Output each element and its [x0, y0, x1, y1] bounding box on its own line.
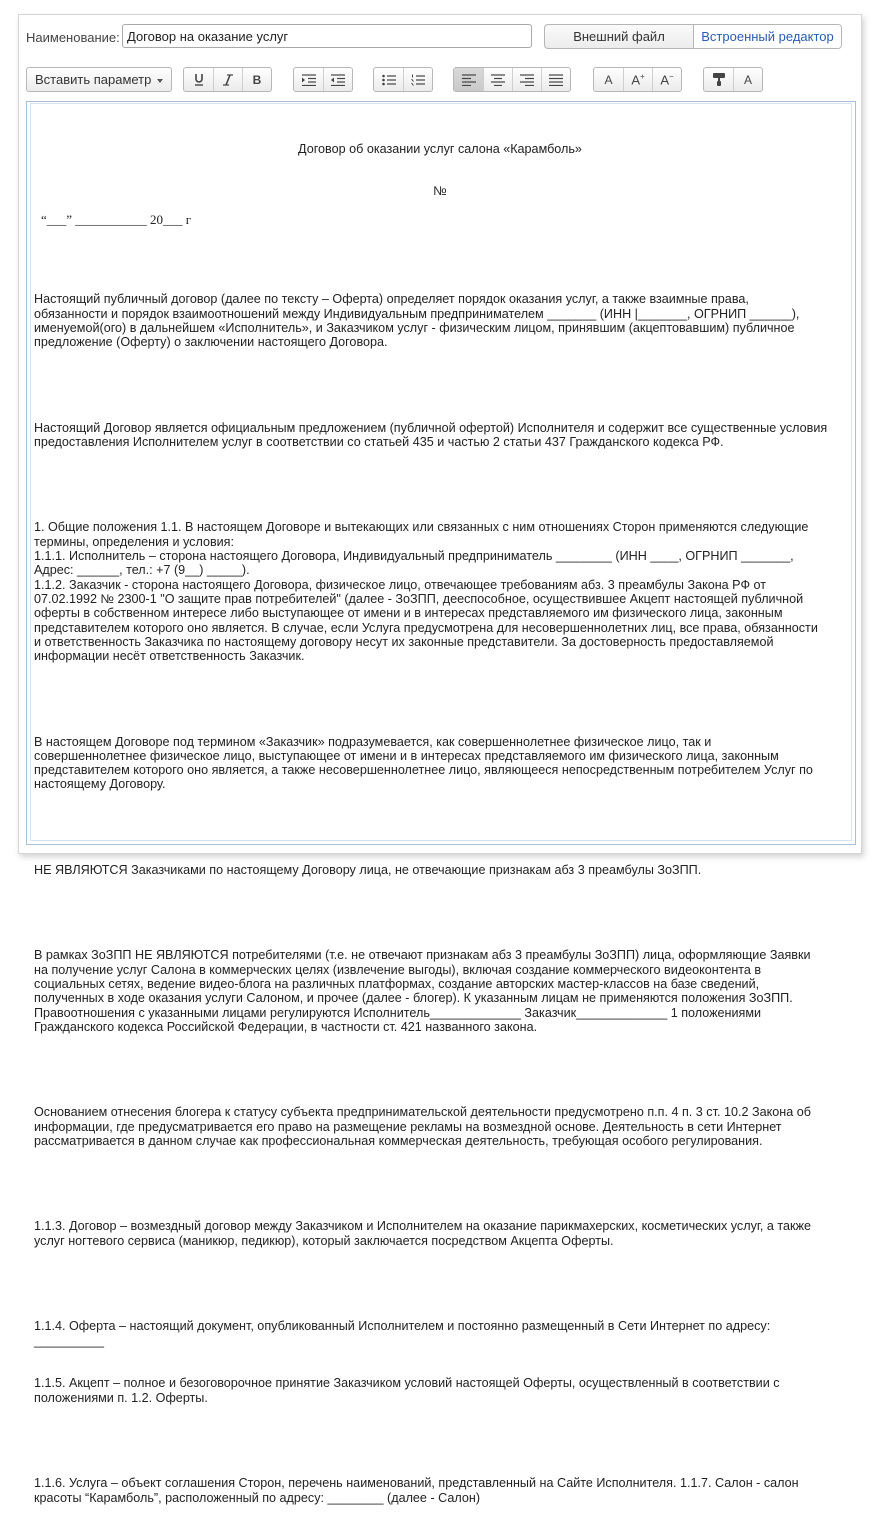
italic-button[interactable]: [213, 68, 242, 91]
document-date-line: “___” ___________ 20___ г: [41, 212, 192, 228]
paragraph: 1. Общие положения 1.1. В настоящем Договоре и вытекающих или связанных с ним отношениях Сторон применяются следующие термины, определения и условия: 1.1.1. Исполнитель – сторона настоящего Договора, Индивидуальный предприниматель ________ (ИНН ____, ОГРНИП _______, Адрес: ______, тел.: +7 (9__) _____). 1.1.2. Заказчик - сторона настоящего Договора, физическое лицо, отвечающее требованиям абз. 3 преамбулы Закона РФ от 07.02.1992 № 2300-1 "О защите прав потребителей" (далее - ЗоЗПП, дееспособное, осуществившее Акцепт настоящей публичной оферты в собственном интересе либо выступающее от имени и в интересах представляемого им физического лица, законным представителем которого оно является. В случае, если Услуга предусмотрена для несовершеннолетних лиц, все права, обязанности и ответственность Заказчика по настоящему договору несут их законные представители. За достоверность предоставляемой информации несёт ответственность Заказчик.: [34, 520, 818, 664]
align-left-button[interactable]: [454, 68, 483, 91]
chevron-down-icon: [157, 79, 163, 83]
indent-increase-button[interactable]: [294, 68, 323, 91]
font-background-button[interactable]: [733, 68, 762, 91]
paragraph: 1.1.3. Договор – возмездный договор между Заказчиком и Исполнителем на оказание парикмахерских, косметических услуг, а также услуг ногтевого сервиса (маникюр, педикюр), который заключается посредством Акцепта Оферты.: [34, 1219, 811, 1248]
font-decrease-button[interactable]: [652, 68, 681, 91]
insert-parameter-label: Вставить параметр: [35, 72, 152, 87]
font-increase-icon: A+: [631, 71, 645, 88]
document-editor[interactable]: [34, 113, 846, 1519]
align-center-icon: [491, 74, 505, 86]
paragraph: Основанием отнесения блогера к статусу субъекта предпринимательской деятельности предусмотрено п.п. 4 п. 3 ст. 10.2 Закона об информации, где предусматривается его право на размещение рекламы на возмездной основе. Деятельность в сети Интернет рассматривается в данном случае как профессиональная коммерческая деятельность, требующая особого регулирования.: [34, 1105, 811, 1148]
format-painter-icon: [713, 73, 725, 86]
font-increase-letter: A: [631, 72, 640, 88]
paragraph: Настоящий Договор является официальным предложением (публичной офертой) Исполнителя и содержит все существенные условия предоставления Исполнителем услуг в соответствии со статьей 435 и частью 2 статьи 437 Гражданского кодекса РФ.: [34, 420, 828, 449]
indent-decrease-icon: [331, 74, 345, 86]
text-style-group: [183, 67, 272, 92]
align-group: [453, 67, 571, 92]
font-size-group: [593, 67, 682, 92]
indent-increase-icon: [302, 74, 316, 86]
indent-decrease-button[interactable]: [323, 68, 352, 91]
underline-icon: [193, 73, 205, 86]
document-number-sign: №: [433, 184, 447, 199]
format-painter-button[interactable]: [704, 68, 733, 91]
font-decrease-letter: A: [660, 72, 669, 88]
format-group: [703, 67, 763, 92]
paragraph: НЕ ЯВЛЯЮТСЯ Заказчиками по настоящему Договору лица, не отвечающие признакам абз 3 преамбулы ЗоЗПП.: [34, 862, 702, 877]
font-color-icon: A: [604, 72, 613, 87]
insert-parameter-button[interactable]: [26, 67, 172, 92]
paragraph: 1.1.6. Услуга – объект соглашения Сторон, перечень наименований, представленный на Сайте Исполнителя. 1.1.7. Салон - салон красоты “Карамболь”, расположенный по адресу: ________ (далее - Салон): [34, 1476, 799, 1505]
bullet-list-button[interactable]: [374, 68, 403, 91]
name-label: Наименование:: [26, 30, 120, 45]
list-group: [373, 67, 433, 92]
paragraph: В настоящем Договоре под термином «Заказчик» подразумевается, как совершеннолетнее физическое лицо, так и совершеннолетнее физическое лицо, выступающее от имени и в интересах представляемого им физического лица, законным представителем которого оно является, а также несовершеннолетнее лицо, являющееся непосредственным потребителем Услуг по настоящему Договору.: [34, 734, 813, 792]
italic-icon: [223, 74, 233, 86]
font-color-button[interactable]: [594, 68, 623, 91]
bullet-list-icon: [382, 74, 396, 86]
font-increase-button[interactable]: [623, 68, 652, 91]
align-left-icon: [462, 74, 476, 86]
underline-button[interactable]: [184, 68, 213, 91]
font-decrease-icon: A−: [660, 71, 674, 88]
bold-icon: B: [252, 72, 262, 87]
indent-group: [293, 67, 353, 92]
embedded-editor-button[interactable]: Встроенный редактор: [694, 25, 841, 48]
font-background-icon: A: [743, 72, 752, 87]
document-title: Договор об оказании услуг салона «Карамболь»: [298, 141, 582, 156]
align-right-button[interactable]: [512, 68, 541, 91]
paragraph: 1.1.4. Оферта – настоящий документ, опубликованный Исполнителем и постоянно размещенный в Сети Интернет по адресу: __________: [34, 1319, 771, 1348]
paragraph: Настоящий публичный договор (далее по тексту – Оферта) определяет порядок оказания услуг, а также взаимные права, обязанности и порядок взаимоотношений между Индивидуальным предпринимателем _______ (ИНН |_______, ОГРНИП ______), именуемой(ого) в дальнейшем «Исполнитель», и Заказчиком услуг - физическим лицом, принявшим (акцептовавшим) публичное предложение (Оферту) о заключении настоящего Договора.: [34, 292, 800, 350]
external-file-button[interactable]: Внешний файл: [545, 25, 694, 48]
align-justify-button[interactable]: [541, 68, 570, 91]
numbered-list-button[interactable]: [403, 68, 432, 91]
align-right-icon: [520, 74, 534, 86]
align-justify-icon: [549, 74, 563, 86]
paragraph: В рамках ЗоЗПП НЕ ЯВЛЯЮТСЯ потребителями (т.е. не отвечают признакам абз 3 преамбулы ЗоЗПП) лица, оформляющие Заявки на получение услуг Салона в коммерческих целях (извлечение выгоды), включая создание коммерческого видеоконтента в социальных сетях, ведение видео-блога на различных платформах, создание авторских мастер-классов на базе сведений, полученных в ходе оказания услуги Салоном, и прочее (далее - блогер). К указанным лицам не применяются положения ЗоЗПП. Правоотношения с указанными лицами регулируются Исполнитель_____________ Заказчик_____________ 1 положениями Гражданского кодекса Российской Федерации, в частности ст. 421 названного закона.: [34, 948, 811, 1034]
numbered-list-icon: [411, 74, 425, 86]
name-input[interactable]: [122, 24, 532, 48]
paragraph: 1.1.5. Акцепт – полное и безоговорочное принятие Заказчиком условий настоящей Оферты, осуществленный в соответствии с положениями п. 1.2. Оферты.: [34, 1376, 780, 1405]
editor-mode-switch: [544, 24, 842, 49]
bold-button[interactable]: [242, 68, 271, 91]
align-center-button[interactable]: [483, 68, 512, 91]
